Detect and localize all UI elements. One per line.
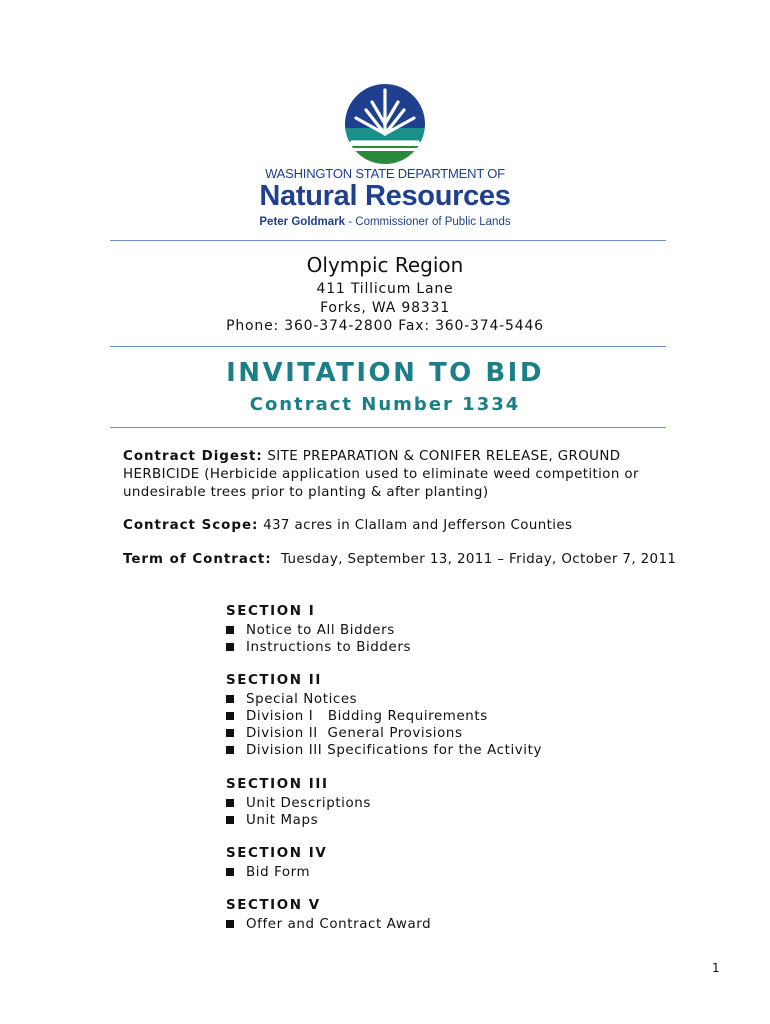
section-title: SECTION V — [226, 898, 321, 913]
scope-value: 437 acres in Clallam and Jefferson Counties — [258, 518, 573, 533]
section-title: SECTION II — [226, 673, 322, 688]
contract-digest — [123, 448, 663, 502]
square-bullet-icon — [226, 868, 234, 876]
divider-1 — [110, 240, 666, 241]
contract-number: Contract Number 1334 — [249, 394, 521, 415]
dnr-logo — [342, 84, 428, 164]
phone-fax: Phone: 360-374-2800 Fax: 360-374-5446 — [226, 318, 544, 334]
list-item: Notice to All Bidders — [226, 622, 411, 639]
term-value: Tuesday, September 13, 2011 – Friday, October 7, 2011 — [271, 552, 677, 567]
list-item: Division III Specifications for the Activity — [226, 742, 542, 759]
square-bullet-icon — [226, 695, 234, 703]
section-title: SECTION I — [226, 604, 316, 619]
contract-term — [123, 551, 683, 569]
list-item: Instructions to Bidders — [226, 639, 411, 656]
list-item: Division I Bidding Requirements — [226, 708, 542, 725]
square-bullet-icon — [226, 712, 234, 720]
section-title: SECTION III — [226, 777, 329, 792]
page-number: 1 — [712, 961, 720, 975]
region-name: Olympic Region — [306, 253, 464, 277]
square-bullet-icon — [226, 799, 234, 807]
section-5 — [226, 898, 431, 933]
page-title: INVITATION TO BID — [226, 358, 544, 388]
commissioner-title: - Commissioner of Public Lands — [345, 216, 511, 228]
city-address: Forks, WA 98331 — [320, 300, 450, 316]
square-bullet-icon — [226, 816, 234, 824]
term-label: Term of Contract: — [123, 552, 272, 567]
org-line-1: WASHINGTON STATE DEPARTMENT OF — [265, 166, 505, 181]
digest-line-3: undesirable trees prior to planting & after planting) — [123, 485, 489, 500]
list-item: Division II General Provisions — [226, 725, 542, 742]
digest-line-1: SITE PREPARATION & CONIFER RELEASE, GROUND — [262, 449, 621, 464]
section-title: SECTION IV — [226, 846, 328, 861]
divider-2 — [110, 346, 666, 347]
list-item: Special Notices — [226, 691, 542, 708]
commissioner-name: Peter Goldmark — [259, 216, 346, 228]
section-4 — [226, 846, 327, 881]
square-bullet-icon — [226, 626, 234, 634]
square-bullet-icon — [226, 920, 234, 928]
digest-line-2: HERBICIDE (Herbicide application used to eliminate weed competition or — [123, 467, 639, 482]
list-item: Offer and Contract Award — [226, 916, 431, 933]
list-item: Bid Form — [226, 864, 327, 881]
section-3 — [226, 777, 371, 829]
section-1 — [226, 604, 411, 656]
square-bullet-icon — [226, 729, 234, 737]
street-address: 411 Tillicum Lane — [316, 281, 454, 297]
square-bullet-icon — [226, 643, 234, 651]
divider-3 — [110, 427, 666, 428]
section-2 — [226, 673, 542, 759]
list-item: Unit Descriptions — [226, 795, 371, 812]
commissioner-line — [250, 216, 520, 228]
scope-label: Contract Scope: — [123, 518, 259, 533]
org-line-2: Natural Resources — [259, 180, 511, 212]
list-item: Unit Maps — [226, 812, 371, 829]
contract-scope — [123, 517, 663, 535]
square-bullet-icon — [226, 746, 234, 754]
digest-label: Contract Digest: — [123, 449, 263, 464]
